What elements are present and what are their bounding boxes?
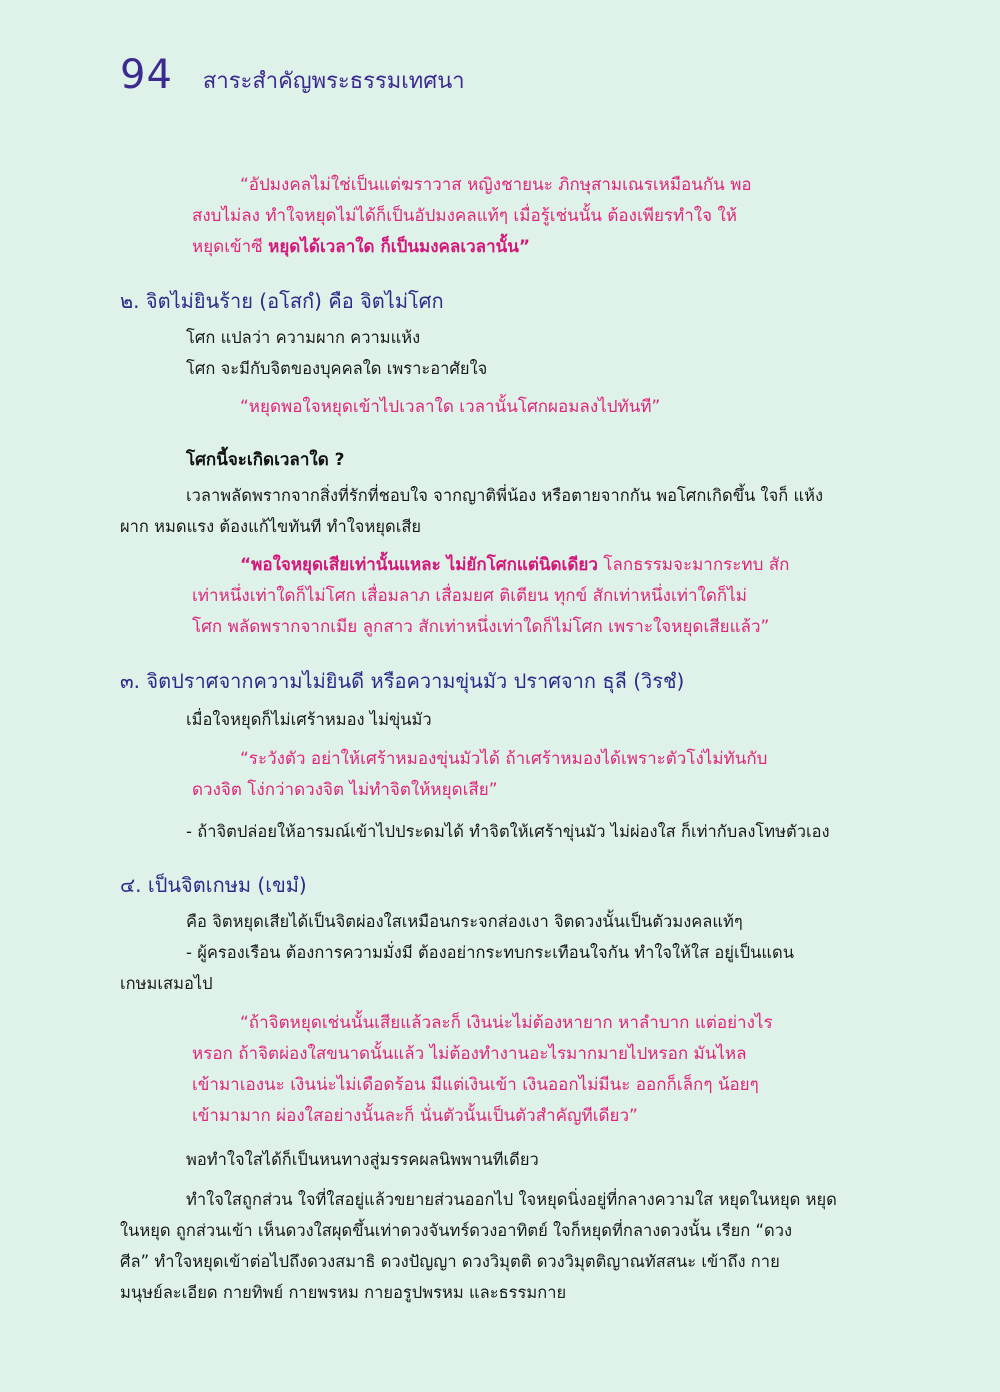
- quote-block-1: [192, 170, 792, 263]
- quote-line: หรอก ถ้าจิตผ่องใสขนาดนั้นแล้ว ไม่ต้องทำงานอะไรมากมายไปหรอก มันไหล: [192, 1044, 747, 1064]
- quote-line: “ถ้าจิตหยุดเช่นนั้นเสียแล้วละก็ เงินน่ะไม่ต้องหายาก หาลำบาก แต่อย่างไร: [240, 1013, 773, 1033]
- section-heading-4: ๔. เป็นจิตเกษม (เขมํ): [120, 873, 307, 897]
- section2-paragraph: [120, 480, 850, 542]
- section4-paragraph: [120, 1184, 850, 1308]
- body-line: เกษมเสมอไป: [120, 974, 213, 993]
- body-line: เวลาพลัดพรากจากสิ่งที่รักที่ชอบใจ จากญาติพี่น้อง หรือตายจากกัน พอโศกเกิดขึ้น ใจก็ แห้ง: [186, 486, 824, 505]
- book-title: สาระสำคัญพระธรรมเทศนา: [202, 69, 465, 94]
- quote-text: หยุดเข้าซี: [192, 237, 269, 257]
- quote-line: “หยุดพอใจหยุดเข้าไปเวลาใด เวลานั้นโศกผอมลงไปทันที”: [240, 397, 661, 417]
- quote-line: เข้ามามาก ผ่องใสอย่างนั้นละก็ นั่นตัวนั้นเป็นตัวสำคัญทีเดียว”: [192, 1106, 638, 1126]
- body-line: ทำใจใสถูกส่วน ใจที่ใสอยู่แล้วขยายส่วนออกไป ใจหยุดนิ่งอยู่ที่กลางความใส หยุดในหยุด หยุด: [186, 1190, 837, 1209]
- quote-line: สงบไม่ลง ทำใจหยุดไม่ได้ก็เป็นอัปมงคลแท้ๆ เมื่อรู้เช่นนั้น ต้องเพียรทำใจ ให้: [192, 206, 737, 226]
- body-line: คือ จิตหยุดเสียได้เป็นจิตผ่องใสเหมือนกระจกส่องเงา จิตดวงนั้นเป็นตัวมงคลแท้ๆ: [186, 912, 743, 931]
- section2-lines: [186, 322, 826, 384]
- section4-line4: [186, 1144, 826, 1175]
- section-heading-3: ๓. จิตปราศจากความไม่ยินดี หรือความขุ่นมัว ปราศจาก ธุลี (วิรชํ): [120, 669, 685, 693]
- quote-emphasis: หยุดได้เวลาใด ก็เป็นมงคลเวลานั้น”: [268, 237, 531, 257]
- page-header: [120, 52, 465, 98]
- body-line: โศก แปลว่า ความผาก ความแห้ง: [186, 328, 421, 347]
- body-line: มนุษย์ละเอียด กายทิพย์ กายพรหม กายอรูปพรหม และธรรมกาย: [120, 1283, 567, 1302]
- sub-heading-question: โศกนี้จะเกิดเวลาใด ?: [186, 450, 345, 470]
- quote-line: เข้ามาเองนะ เงินน่ะไม่เดือดร้อน มีแต่เงินเข้า เงินออกไม่มีนะ ออกก็เล็กๆ น้อยๆ: [192, 1075, 759, 1095]
- body-line: ในหยุด ถูกส่วนเข้า เห็นดวงใสผุดขึ้นเท่าดวงจันทร์ดวงอาทิตย์ ใจก็หยุดที่กลางดวงนั้น เรียก “ดวง: [120, 1221, 793, 1240]
- quote-line: โศก พลัดพรากจากเมีย ลูกสาว สักเท่าหนึ่งเท่าใดก็ไม่โศก เพราะใจหยุดเสียแล้ว”: [192, 617, 770, 637]
- quote-block-2: [240, 392, 800, 423]
- quote-line: ดวงจิต โง่กว่าดวงจิต ไม่ทำจิตให้หยุดเสีย”: [192, 780, 498, 800]
- body-line: เมื่อใจหยุดก็ไม่เศร้าหมอง ไม่ขุ่นมัว: [186, 710, 432, 729]
- quote-emphasis: “พอใจหยุดเสียเท่านั้นแหละ ไม่ยักโศกแต่นิดเดียว: [240, 555, 598, 575]
- body-line: ศีล” ทำใจหยุดเข้าต่อไปถึงดวงสมาธิ ดวงปัญญา ดวงวิมุตติ ดวงวิมุตติญาณทัสสนะ เข้าถึง กาย: [120, 1252, 780, 1271]
- body-line: - ถ้าจิตปล่อยให้อารมณ์เข้าไปประดมได้ ทำจิตให้เศร้าขุ่นมัว ไม่ผ่องใส ก็เท่ากับลงโทษตัวเอง: [186, 822, 830, 841]
- quote-line: “ระวังตัว อย่าให้เศร้าหมองขุ่นมัวได้ ถ้าเศร้าหมองได้เพราะตัวโง่ไม่ทันกับ: [240, 749, 768, 769]
- quote-line: “อัปมงคลไม่ใช่เป็นแต่ฆราวาส หญิงชายนะ ภิกษุสามเณรเหมือนกัน พอ: [240, 175, 752, 195]
- quote-line: [192, 550, 792, 581]
- quote-text: โลกธรรมจะมากระทบ สัก: [597, 555, 790, 575]
- section3-note: [186, 816, 866, 847]
- quote-block-4: [192, 744, 792, 806]
- body-line: โศก จะมีกับจิตของบุคคลใด เพราะอาศัยใจ: [186, 359, 488, 378]
- section3-lines: [186, 704, 826, 735]
- body-line: พอทำใจใสได้ก็เป็นหนทางสู่มรรคผลนิพพานทีเดียว: [186, 1150, 539, 1169]
- page-number: 94: [120, 52, 173, 98]
- quote-line: [192, 232, 792, 263]
- body-line: ผาก หมดแรง ต้องแก้ไขทันที ทำใจหยุดเสีย: [120, 517, 422, 536]
- quote-block-5: [192, 1008, 792, 1132]
- section4-lines: [120, 906, 850, 999]
- section-heading-2: ๒. จิตไม่ยินร้าย (อโสกํ) คือ จิตไม่โศก: [120, 289, 444, 313]
- quote-line: เท่าหนึ่งเท่าใดก็ไม่โศก เสื่อมลาภ เสื่อมยศ ติเตียน ทุกข์ สักเท่าหนึ่งเท่าใดก็ไม่: [192, 586, 747, 606]
- body-line: - ผู้ครองเรือน ต้องการความมั่งมี ต้องอย่ากระทบกระเทือนใจกัน ทำใจให้ใส อยู่เป็นแดน: [186, 943, 794, 962]
- quote-block-3: [192, 550, 792, 643]
